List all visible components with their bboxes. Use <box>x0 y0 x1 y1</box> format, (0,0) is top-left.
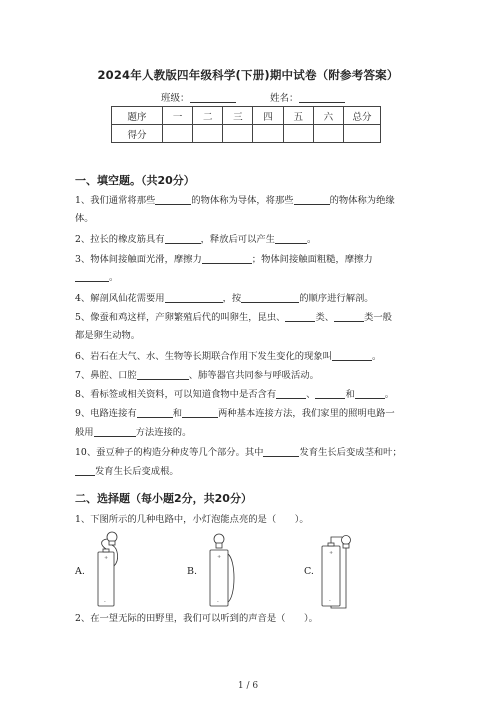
score-cell[interactable] <box>283 125 313 143</box>
q-text: 发育生长后变成根。 <box>95 466 179 477</box>
q-text: 、肺等器官共同参与呼吸活动。 <box>188 370 319 381</box>
score-cell[interactable] <box>344 125 381 143</box>
svg-text:-: - <box>104 599 106 605</box>
q-text: 类一般 <box>364 312 392 323</box>
score-cell[interactable] <box>313 125 343 143</box>
question-1-9 <box>75 407 425 421</box>
circuit-c-diagram <box>314 532 354 612</box>
q-text: 两种基本连接方法，我们家里的照明电路一 <box>218 408 395 419</box>
answer-blank[interactable] <box>165 292 223 303</box>
score-header-cell: 四 <box>253 107 283 125</box>
svg-text:+: + <box>329 550 334 556</box>
answer-blank[interactable] <box>165 233 201 244</box>
circuit-a-diagram <box>90 530 130 610</box>
option-b-label[interactable]: B. <box>187 566 198 577</box>
question-1-3-cont <box>75 271 425 285</box>
score-header-cell: 三 <box>223 107 253 125</box>
answer-blank[interactable] <box>334 311 364 322</box>
question-1-5-cont: 都是卵生动物。 <box>75 330 141 341</box>
answer-blank[interactable] <box>315 388 345 399</box>
question-1-8 <box>75 388 425 402</box>
question-1-3 <box>75 253 425 267</box>
q-text: 8、看标签或相关资料，可以知道食物中是否含有 <box>75 389 277 400</box>
score-header-cell: 六 <box>313 107 343 125</box>
q-text: 10、蚕豆种子的构造分种皮等几个部分。其中 <box>75 447 264 458</box>
score-table-header-row <box>112 107 381 125</box>
answer-blank[interactable] <box>182 407 218 418</box>
score-header-cell: 题序 <box>112 107 163 125</box>
q-text: ，按 <box>222 293 242 304</box>
answer-blank[interactable] <box>275 233 307 244</box>
question-1-2 <box>75 233 425 247</box>
svg-text:+: + <box>104 555 109 561</box>
question-1-10-cont <box>75 465 425 479</box>
q-text: 和 <box>172 408 183 419</box>
answer-blank[interactable] <box>294 194 330 205</box>
question-1-9-cont <box>75 426 425 440</box>
q-text: 的顺序进行解剖。 <box>299 293 374 304</box>
q-text: 的物体称为导体，将那些 <box>191 195 294 206</box>
question-2-2: 2、在一望无际的田野里，我们可以听到的声音是（ ）。 <box>75 613 318 624</box>
score-cell[interactable] <box>223 125 253 143</box>
q-text: 6、岩石在大气、水、生物等长期联合作用下发生变化的现象叫 <box>75 351 332 362</box>
q-text: 方法连接的。 <box>135 427 192 438</box>
name-blank[interactable] <box>299 92 345 103</box>
score-table <box>111 106 381 143</box>
svg-text:+: + <box>217 554 222 560</box>
answer-blank[interactable] <box>75 465 95 476</box>
q-text: 发育生长后变成茎和叶； <box>299 447 402 458</box>
answer-blank[interactable] <box>137 369 189 380</box>
q-text: 9、电路连接有 <box>75 408 137 419</box>
answer-blank[interactable] <box>94 426 136 437</box>
answer-blank[interactable] <box>332 350 372 361</box>
exam-title: 2024年人教版四年级科学(下册)期中试卷（附参考答案） <box>97 68 399 82</box>
class-label: 班级： <box>161 93 190 104</box>
page-number: 1 / 6 <box>237 681 259 691</box>
q-text: 3、物体间接触面光滑，摩擦力 <box>75 254 202 265</box>
score-header-cell: 二 <box>193 107 223 125</box>
q-text: 、 <box>306 389 316 400</box>
name-field <box>270 90 345 104</box>
question-1-6 <box>75 350 425 364</box>
answer-blank[interactable] <box>276 388 306 399</box>
name-label: 姓名： <box>270 93 299 104</box>
q-text: 。 <box>306 234 317 245</box>
class-blank[interactable] <box>190 92 236 103</box>
answer-blank[interactable] <box>241 292 299 303</box>
answer-blank[interactable] <box>75 271 109 282</box>
option-c-label[interactable]: C. <box>304 566 314 577</box>
answer-blank[interactable] <box>137 407 173 418</box>
question-2-1: 1、下图所示的几种电路中，小灯泡能点亮的是（ ）。 <box>75 514 309 525</box>
question-1-5 <box>75 311 425 325</box>
question-1-4 <box>75 292 425 306</box>
answer-blank[interactable] <box>355 388 385 399</box>
answer-blank[interactable] <box>285 311 315 322</box>
question-1-7 <box>75 369 425 383</box>
svg-text:-: - <box>329 598 331 604</box>
score-cell[interactable] <box>193 125 223 143</box>
q-text: 类、 <box>315 312 335 323</box>
q-text: 和 <box>345 389 355 400</box>
q-text: 。 <box>109 272 119 283</box>
answer-blank[interactable] <box>202 253 252 264</box>
answer-blank[interactable] <box>263 446 299 457</box>
score-table-score-row <box>112 125 381 143</box>
q-text: 般用 <box>75 427 94 438</box>
option-a-label[interactable]: A. <box>75 566 85 577</box>
score-header-cell: 一 <box>163 107 193 125</box>
circuit-b-diagram <box>203 530 243 610</box>
q-text: 4、解剖风仙花需要用 <box>75 293 165 304</box>
q-text: 7、鼻腔、口腔 <box>75 370 137 381</box>
question-1-1 <box>75 194 425 208</box>
answer-blank[interactable] <box>155 194 191 205</box>
section2-heading: 二、选择题（每小题2分，共20分） <box>75 492 252 505</box>
svg-text:-: - <box>217 599 219 605</box>
section1-heading: 一、填空题。（共20分） <box>75 174 195 187</box>
class-field <box>161 90 236 104</box>
score-header-cell: 总分 <box>344 107 381 125</box>
score-cell[interactable] <box>163 125 193 143</box>
score-header-cell: 五 <box>283 107 313 125</box>
question-1-10 <box>75 446 425 460</box>
question-1-1-cont: 体。 <box>75 213 94 224</box>
score-cell[interactable] <box>253 125 283 143</box>
q-text: 的物体称为绝缘 <box>329 195 395 206</box>
q-text: 1、我们通常将那些 <box>75 195 156 206</box>
q-text: ；物体间接触面粗糙，摩擦力 <box>251 254 373 265</box>
q-text: ，释放后可以产生 <box>200 234 275 245</box>
q-text: 2、拉长的橡皮筋具有 <box>75 234 165 245</box>
q-text: 。 <box>371 351 382 362</box>
score-row-label: 得分 <box>112 125 163 143</box>
q-text: 。 <box>384 389 395 400</box>
q-text: 5、像蚕和鸡这样，产卵繁殖后代的叫卵生，昆虫、 <box>75 312 286 323</box>
